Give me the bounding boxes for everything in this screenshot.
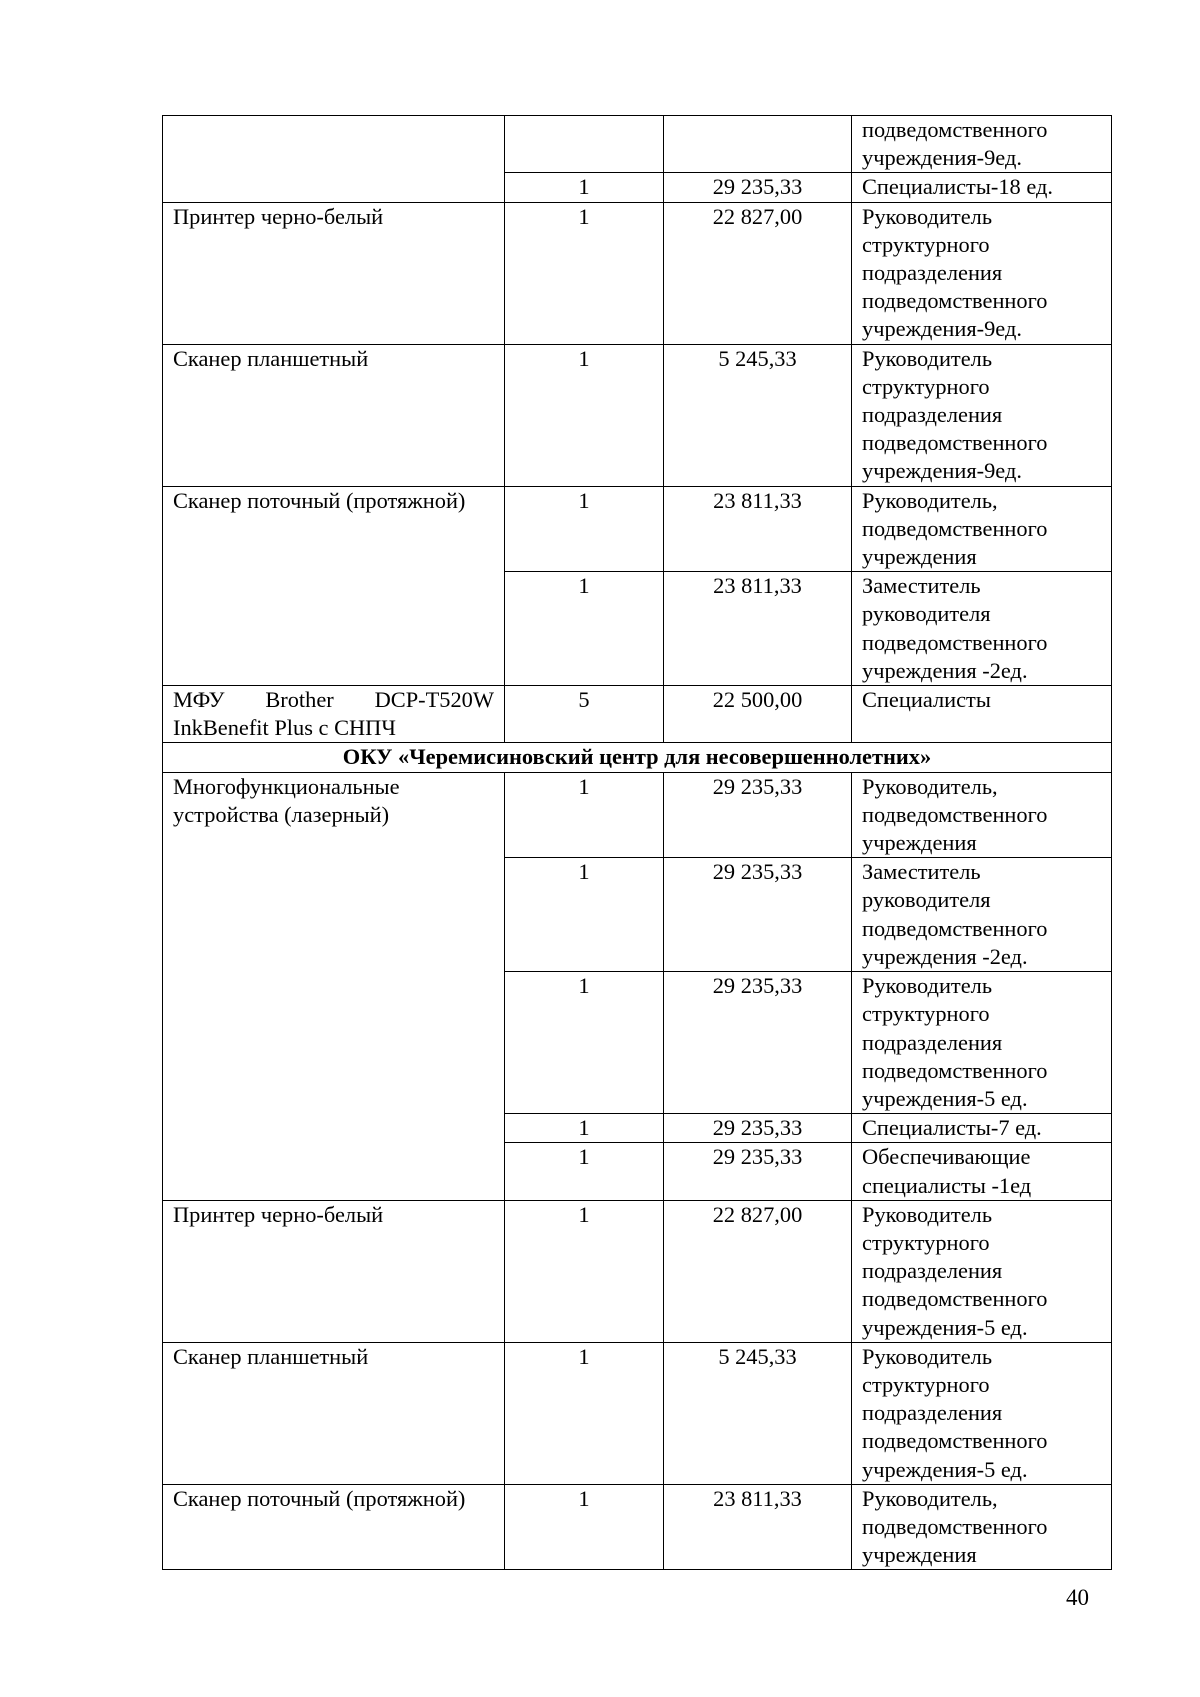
category-cell: Руководитель структурного подразделения подведомственного учреждения-5 ед.: [852, 972, 1112, 1114]
category-cell: Заместитель руководителя подведомственного учреждения -2ед.: [852, 858, 1112, 972]
item-name-cell: Сканер поточный (протяжной): [163, 1484, 505, 1570]
price-cell: 29 235,33: [664, 772, 852, 858]
quantity-cell: 1: [505, 772, 664, 858]
table-row: [163, 1200, 1112, 1342]
category-cell: Руководитель, подведомственного учреждения: [852, 772, 1112, 858]
price-cell: 29 235,33: [664, 1114, 852, 1143]
price-cell: 22 827,00: [664, 1200, 852, 1342]
quantity-cell: 1: [505, 572, 664, 686]
price-cell: 29 235,33: [664, 173, 852, 202]
item-name-cell: Принтер черно-белый: [163, 202, 505, 344]
item-name-cell: [163, 116, 505, 203]
item-name-cell: МФУ Brother DCP-T520W InkBenefit Plus с СНПЧ: [163, 686, 505, 743]
table-row: [163, 1342, 1112, 1484]
table-row: [163, 772, 1112, 858]
quantity-cell: 1: [505, 1200, 664, 1342]
price-cell: 5 245,33: [664, 344, 852, 486]
quantity-cell: 1: [505, 173, 664, 202]
quantity-cell: 1: [505, 1342, 664, 1484]
category-cell: Специалисты: [852, 686, 1112, 743]
quantity-cell: 1: [505, 202, 664, 344]
price-cell: 22 500,00: [664, 686, 852, 743]
category-cell: Обеспечивающие специалисты -1ед: [852, 1143, 1112, 1200]
page-number: 40: [1066, 1585, 1089, 1610]
table-row: [163, 344, 1112, 486]
quantity-cell: 1: [505, 486, 664, 572]
category-cell: Руководитель структурного подразделения подведомственного учреждения-9ед.: [852, 202, 1112, 344]
quantity-cell: 1: [505, 1114, 664, 1143]
quantity-cell: 5: [505, 686, 664, 743]
quantity-cell: 1: [505, 1143, 664, 1200]
quantity-cell: 1: [505, 972, 664, 1114]
category-cell: Руководитель структурного подразделения подведомственного учреждения-9ед.: [852, 344, 1112, 486]
item-name-cell: Принтер черно-белый: [163, 1200, 505, 1342]
category-cell: Специалисты-18 ед.: [852, 173, 1112, 202]
item-name-cell: Сканер поточный (протяжной): [163, 486, 505, 685]
table-row: [163, 486, 1112, 572]
section-row: [163, 743, 1112, 772]
quantity-cell: 1: [505, 858, 664, 972]
price-cell: 23 811,33: [664, 486, 852, 572]
category-cell: Специалисты-7 ед.: [852, 1114, 1112, 1143]
category-cell: Руководитель структурного подразделения подведомственного учреждения-5 ед.: [852, 1200, 1112, 1342]
price-cell: 23 811,33: [664, 1484, 852, 1570]
category-cell: Руководитель, подведомственного учреждения: [852, 1484, 1112, 1570]
quantity-cell: 1: [505, 344, 664, 486]
table-row: [163, 116, 1112, 173]
item-name-cell: Сканер планшетный: [163, 1342, 505, 1484]
price-cell: 22 827,00: [664, 202, 852, 344]
price-cell: 29 235,33: [664, 858, 852, 972]
item-name-cell: Многофункциональные устройства (лазерный): [163, 772, 505, 1200]
price-cell: 29 235,33: [664, 1143, 852, 1200]
section-title: ОКУ «Черемисиновский центр для несовершеннолетних»: [163, 743, 1112, 772]
price-cell: 5 245,33: [664, 1342, 852, 1484]
table-row: [163, 1484, 1112, 1570]
item-name-cell: Сканер планшетный: [163, 344, 505, 486]
table-row: [163, 686, 1112, 743]
quantity-cell: [505, 116, 664, 173]
table-row: [163, 202, 1112, 344]
category-cell: Заместитель руководителя подведомственного учреждения -2ед.: [852, 572, 1112, 686]
price-cell: 23 811,33: [664, 572, 852, 686]
quantity-cell: 1: [505, 1484, 664, 1570]
category-cell: Руководитель, подведомственного учреждения: [852, 486, 1112, 572]
equipment-table: [162, 115, 1112, 1570]
category-cell: Руководитель структурного подразделения подведомственного учреждения-5 ед.: [852, 1342, 1112, 1484]
price-cell: 29 235,33: [664, 972, 852, 1114]
price-cell: [664, 116, 852, 173]
category-cell: подведомственного учреждения-9ед.: [852, 116, 1112, 173]
